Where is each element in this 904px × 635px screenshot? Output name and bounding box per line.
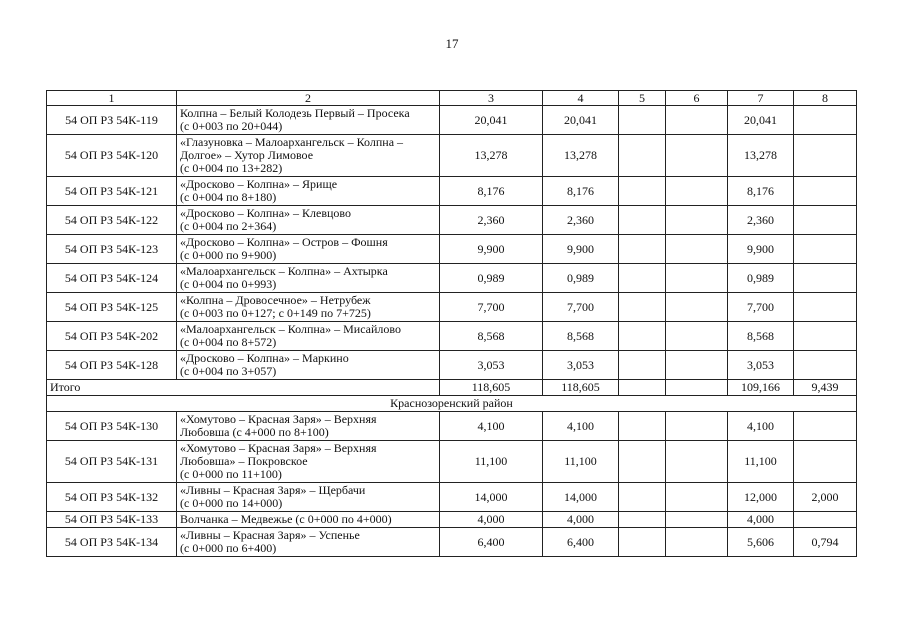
header-row xyxy=(47,91,857,106)
road-name-cell xyxy=(177,351,440,380)
value-cell-6 xyxy=(666,528,728,557)
value-cell-6 xyxy=(666,483,728,512)
total-cell-3: 118,605 xyxy=(440,380,543,396)
road-code-cell: 54 ОП РЗ 54К-124 xyxy=(47,264,177,293)
road-code-cell: 54 ОП РЗ 54К-134 xyxy=(47,528,177,557)
value-cell-5 xyxy=(619,106,666,135)
value-cell-5 xyxy=(619,135,666,177)
road-name-line: (с 0+003 по 20+044) xyxy=(180,119,283,133)
header-cell-4: 4 xyxy=(543,91,619,106)
road-name-cell xyxy=(177,483,440,512)
value-cell-5 xyxy=(619,293,666,322)
road-name-cell xyxy=(177,322,440,351)
value-cell-7: 2,360 xyxy=(728,206,794,235)
road-name-line: (с 0+000 по 11+100) xyxy=(180,467,282,481)
value-cell-7: 12,000 xyxy=(728,483,794,512)
value-cell-8 xyxy=(794,293,857,322)
road-code-cell: 54 ОП РЗ 54К-128 xyxy=(47,351,177,380)
road-name-line: (с 0+004 по 8+572) xyxy=(180,335,277,349)
road-name-line: «Малоархангельск – Колпна» – Мисайлово xyxy=(180,322,402,336)
value-cell-4: 7,700 xyxy=(543,293,619,322)
road-name-cell xyxy=(177,512,440,528)
value-cell-6 xyxy=(666,235,728,264)
road-code-cell: 54 ОП РЗ 54К-122 xyxy=(47,206,177,235)
table-body xyxy=(47,106,857,557)
section-row xyxy=(47,396,857,412)
table-row xyxy=(47,322,857,351)
road-name-line: (с 0+004 по 0+993) xyxy=(180,277,277,291)
value-cell-5 xyxy=(619,412,666,441)
road-name-cell xyxy=(177,293,440,322)
road-name-cell xyxy=(177,177,440,206)
road-name-line: (с 0+004 по 2+364) xyxy=(180,219,277,233)
total-cell-7: 109,166 xyxy=(728,380,794,396)
value-cell-7: 11,100 xyxy=(728,441,794,483)
value-cell-3: 8,176 xyxy=(440,177,543,206)
total-label: Итого xyxy=(47,380,440,396)
value-cell-5 xyxy=(619,322,666,351)
value-cell-4: 4,000 xyxy=(543,512,619,528)
road-code-cell: 54 ОП РЗ 54К-121 xyxy=(47,177,177,206)
table-row xyxy=(47,483,857,512)
total-cell-4: 118,605 xyxy=(543,380,619,396)
road-code-cell: 54 ОП РЗ 54К-123 xyxy=(47,235,177,264)
road-code-cell: 54 ОП РЗ 54К-125 xyxy=(47,293,177,322)
value-cell-3: 7,700 xyxy=(440,293,543,322)
total-cell-5 xyxy=(619,380,666,396)
road-name-line: «Малоархангельск – Колпна» – Ахтырка xyxy=(180,264,388,278)
value-cell-4: 8,176 xyxy=(543,177,619,206)
road-name-line: (с 0+004 по 8+180) xyxy=(180,190,277,204)
table-row xyxy=(47,293,857,322)
road-code-cell: 54 ОП РЗ 54К-130 xyxy=(47,412,177,441)
road-name-cell xyxy=(177,106,440,135)
value-cell-3: 11,100 xyxy=(440,441,543,483)
table-row xyxy=(47,528,857,557)
value-cell-3: 13,278 xyxy=(440,135,543,177)
value-cell-5 xyxy=(619,351,666,380)
value-cell-5 xyxy=(619,177,666,206)
value-cell-7: 4,000 xyxy=(728,512,794,528)
road-name-cell xyxy=(177,135,440,177)
value-cell-4: 13,278 xyxy=(543,135,619,177)
road-name-line: (с 0+003 по 0+127; с 0+149 по 7+725) xyxy=(180,306,371,320)
table-row xyxy=(47,264,857,293)
header-cell-8: 8 xyxy=(794,91,857,106)
value-cell-4: 2,360 xyxy=(543,206,619,235)
total-cell-6 xyxy=(666,380,728,396)
road-name-line: «Колпна – Дровосечное» – Нетрубеж xyxy=(180,293,371,307)
value-cell-3: 8,568 xyxy=(440,322,543,351)
value-cell-3: 9,900 xyxy=(440,235,543,264)
value-cell-8 xyxy=(794,106,857,135)
value-cell-4: 11,100 xyxy=(543,441,619,483)
road-name-line: «Дросково – Колпна» – Клевцово xyxy=(180,206,352,220)
value-cell-7: 13,278 xyxy=(728,135,794,177)
table-row xyxy=(47,106,857,135)
value-cell-4: 3,053 xyxy=(543,351,619,380)
value-cell-6 xyxy=(666,135,728,177)
page-number: 17 xyxy=(445,36,459,51)
road-name-cell xyxy=(177,412,440,441)
value-cell-5 xyxy=(619,441,666,483)
value-cell-8: 2,000 xyxy=(794,483,857,512)
header-cell-3: 3 xyxy=(440,91,543,106)
value-cell-6 xyxy=(666,106,728,135)
value-cell-3: 4,100 xyxy=(440,412,543,441)
value-cell-8 xyxy=(794,264,857,293)
road-code-cell: 54 ОП РЗ 54К-131 xyxy=(47,441,177,483)
value-cell-4: 20,041 xyxy=(543,106,619,135)
header-cell-7: 7 xyxy=(728,91,794,106)
road-name-cell xyxy=(177,528,440,557)
value-cell-7: 8,568 xyxy=(728,322,794,351)
value-cell-8 xyxy=(794,135,857,177)
value-cell-4: 0,989 xyxy=(543,264,619,293)
value-cell-7: 8,176 xyxy=(728,177,794,206)
value-cell-8 xyxy=(794,512,857,528)
value-cell-6 xyxy=(666,441,728,483)
road-name-line: Любовша (с 4+000 по 8+100) xyxy=(180,425,329,439)
road-code-cell: 54 ОП РЗ 54К-120 xyxy=(47,135,177,177)
table-row xyxy=(47,351,857,380)
road-name-line: Долгое» – Хутор Лимовое xyxy=(180,148,314,162)
value-cell-3: 0,989 xyxy=(440,264,543,293)
header-cell-6: 6 xyxy=(666,91,728,106)
table-row xyxy=(47,512,857,528)
value-cell-3: 14,000 xyxy=(440,483,543,512)
value-cell-3: 3,053 xyxy=(440,351,543,380)
road-name-line: Волчанка – Медвежье (с 0+000 по 4+000) xyxy=(180,512,392,526)
value-cell-3: 6,400 xyxy=(440,528,543,557)
value-cell-7: 9,900 xyxy=(728,235,794,264)
value-cell-6 xyxy=(666,351,728,380)
value-cell-8 xyxy=(794,322,857,351)
table-row xyxy=(47,441,857,483)
road-name-line: (с 0+000 по 9+900) xyxy=(180,248,277,262)
total-cell-8: 9,439 xyxy=(794,380,857,396)
road-name-line: «Хомутово – Красная Заря» – Верхняя xyxy=(180,441,377,455)
road-name-line: «Глазуновка – Малоархангельск – Колпна – xyxy=(180,135,404,149)
road-name-line: (с 0+004 по 3+057) xyxy=(180,364,277,378)
value-cell-3: 2,360 xyxy=(440,206,543,235)
table-row xyxy=(47,177,857,206)
value-cell-8: 0,794 xyxy=(794,528,857,557)
value-cell-4: 14,000 xyxy=(543,483,619,512)
road-name-line: (с 0+004 по 13+282) xyxy=(180,161,283,175)
table-row xyxy=(47,235,857,264)
value-cell-8 xyxy=(794,412,857,441)
value-cell-5 xyxy=(619,483,666,512)
road-code-cell: 54 ОП РЗ 54К-133 xyxy=(47,512,177,528)
value-cell-7: 4,100 xyxy=(728,412,794,441)
value-cell-5 xyxy=(619,206,666,235)
value-cell-7: 20,041 xyxy=(728,106,794,135)
value-cell-8 xyxy=(794,177,857,206)
value-cell-3: 4,000 xyxy=(440,512,543,528)
table-row xyxy=(47,412,857,441)
value-cell-5 xyxy=(619,512,666,528)
value-cell-4: 6,400 xyxy=(543,528,619,557)
value-cell-5 xyxy=(619,264,666,293)
value-cell-6 xyxy=(666,206,728,235)
road-name-line: «Дросково – Колпна» – Ярище xyxy=(180,177,338,191)
value-cell-8 xyxy=(794,206,857,235)
value-cell-7: 7,700 xyxy=(728,293,794,322)
value-cell-6 xyxy=(666,322,728,351)
road-code-cell: 54 ОП РЗ 54К-202 xyxy=(47,322,177,351)
table-row xyxy=(47,206,857,235)
total-row xyxy=(47,380,857,396)
value-cell-6 xyxy=(666,293,728,322)
header-cell-5: 5 xyxy=(619,91,666,106)
value-cell-6 xyxy=(666,412,728,441)
value-cell-3: 20,041 xyxy=(440,106,543,135)
value-cell-8 xyxy=(794,351,857,380)
value-cell-4: 8,568 xyxy=(543,322,619,351)
road-name-cell xyxy=(177,206,440,235)
value-cell-7: 5,606 xyxy=(728,528,794,557)
value-cell-6 xyxy=(666,177,728,206)
road-name-line: «Ливны – Красная Заря» – Щербачи xyxy=(180,483,366,497)
header-cell-1: 1 xyxy=(47,91,177,106)
road-name-cell xyxy=(177,441,440,483)
value-cell-8 xyxy=(794,441,857,483)
road-name-line: «Хомутово – Красная Заря» – Верхняя xyxy=(180,412,377,426)
table-row xyxy=(47,135,857,177)
value-cell-7: 0,989 xyxy=(728,264,794,293)
value-cell-6 xyxy=(666,512,728,528)
road-name-line: «Ливны – Красная Заря» – Успенье xyxy=(180,528,360,542)
road-name-line: Любовша» – Покровское xyxy=(180,454,308,468)
value-cell-6 xyxy=(666,264,728,293)
value-cell-8 xyxy=(794,235,857,264)
value-cell-4: 9,900 xyxy=(543,235,619,264)
road-name-cell xyxy=(177,235,440,264)
road-code-cell: 54 ОП РЗ 54К-119 xyxy=(47,106,177,135)
value-cell-5 xyxy=(619,528,666,557)
roads-table xyxy=(46,90,857,557)
road-name-line: «Дросково – Колпна» – Маркино xyxy=(180,351,349,365)
value-cell-7: 3,053 xyxy=(728,351,794,380)
road-name-line: (с 0+000 по 6+400) xyxy=(180,541,277,555)
value-cell-5 xyxy=(619,235,666,264)
section-title: Краснозоренский район xyxy=(47,396,857,412)
value-cell-4: 4,100 xyxy=(543,412,619,441)
road-name-cell xyxy=(177,264,440,293)
road-name-line: Колпна – Белый Колодезь Первый – Просека xyxy=(180,106,410,120)
road-name-line: (с 0+000 по 14+000) xyxy=(180,496,283,510)
header-cell-2: 2 xyxy=(177,91,440,106)
road-code-cell: 54 ОП РЗ 54К-132 xyxy=(47,483,177,512)
road-name-line: «Дросково – Колпна» – Остров – Фошня xyxy=(180,235,388,249)
